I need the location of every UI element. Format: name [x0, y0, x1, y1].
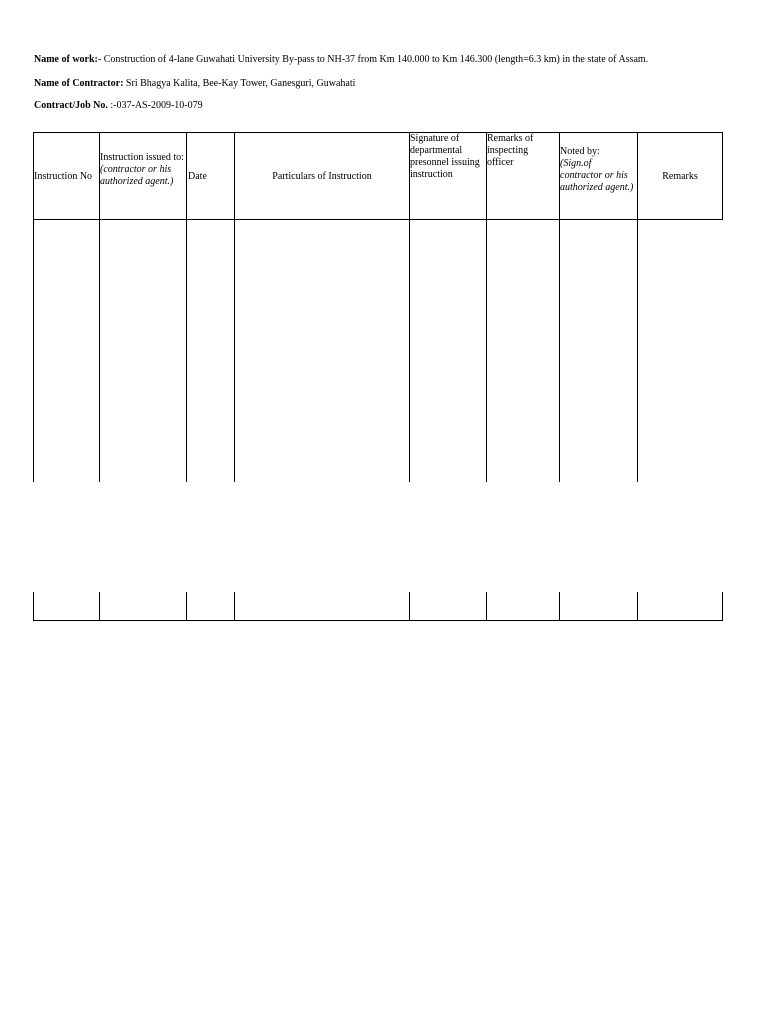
contractor-line	[34, 78, 355, 89]
instruction-table	[33, 132, 723, 621]
contract-no-line	[34, 100, 203, 111]
work-name-line	[34, 54, 648, 65]
col-header-remarks: Remarks	[662, 171, 698, 182]
col-header-issued-to	[100, 152, 184, 188]
col-border-5	[486, 132, 487, 482]
col-border-3-lower	[234, 592, 235, 621]
col-header-date: Date	[188, 171, 207, 182]
col-border-8-lower	[722, 592, 723, 621]
header-bottom-border	[33, 219, 723, 220]
col-border-1-lower	[99, 592, 100, 621]
contract-no-label: Contract/Job No.	[34, 100, 108, 111]
table-bottom-border	[33, 620, 723, 621]
col-border-7-lower	[637, 592, 638, 621]
col-header-noted-by-note: (Sign.of contractor or his authorized agent.)	[560, 158, 634, 193]
col-border-4-lower	[409, 592, 410, 621]
col-header-signature: Signature of departmental presonnel issuing instruction	[410, 133, 480, 180]
col-border-0-lower	[33, 592, 34, 621]
table-top-border	[33, 132, 723, 133]
contractor-label: Name of Contractor:	[34, 78, 124, 89]
col-border-8	[722, 132, 723, 220]
col-header-issued-to-note: (contractor or his authorized agent.)	[100, 164, 174, 187]
col-border-5-lower	[486, 592, 487, 621]
col-border-7	[637, 132, 638, 482]
contractor-value: Sri Bhagya Kalita, Bee-Kay Tower, Ganesguri, Guwahati	[123, 78, 356, 89]
contract-no-value: :-037-AS-2009-10-079	[107, 100, 203, 111]
col-border-2-lower	[186, 592, 187, 621]
col-header-noted-by	[560, 146, 636, 194]
col-border-0	[33, 132, 34, 482]
col-header-instruction-no: Instruction No	[34, 171, 93, 182]
col-header-particulars: Particulars of Instruction	[272, 171, 372, 182]
col-header-noted-by-text: Noted by:	[560, 146, 600, 157]
col-header-issued-to-text: Instruction issued to:	[100, 152, 184, 163]
work-name-value: - Construction of 4-lane Guwahati University By-pass to NH-37 from Km 140.000 to Km 146.300 (length=6.3 km) in the state of Assam.	[97, 54, 649, 65]
col-border-6-lower	[559, 592, 560, 621]
work-name-label: Name of work:	[34, 54, 98, 65]
col-header-remarks-officer: Remarks of inspecting officer	[487, 133, 534, 168]
col-border-3	[234, 132, 235, 482]
col-border-4	[409, 132, 410, 482]
col-border-2	[186, 132, 187, 482]
